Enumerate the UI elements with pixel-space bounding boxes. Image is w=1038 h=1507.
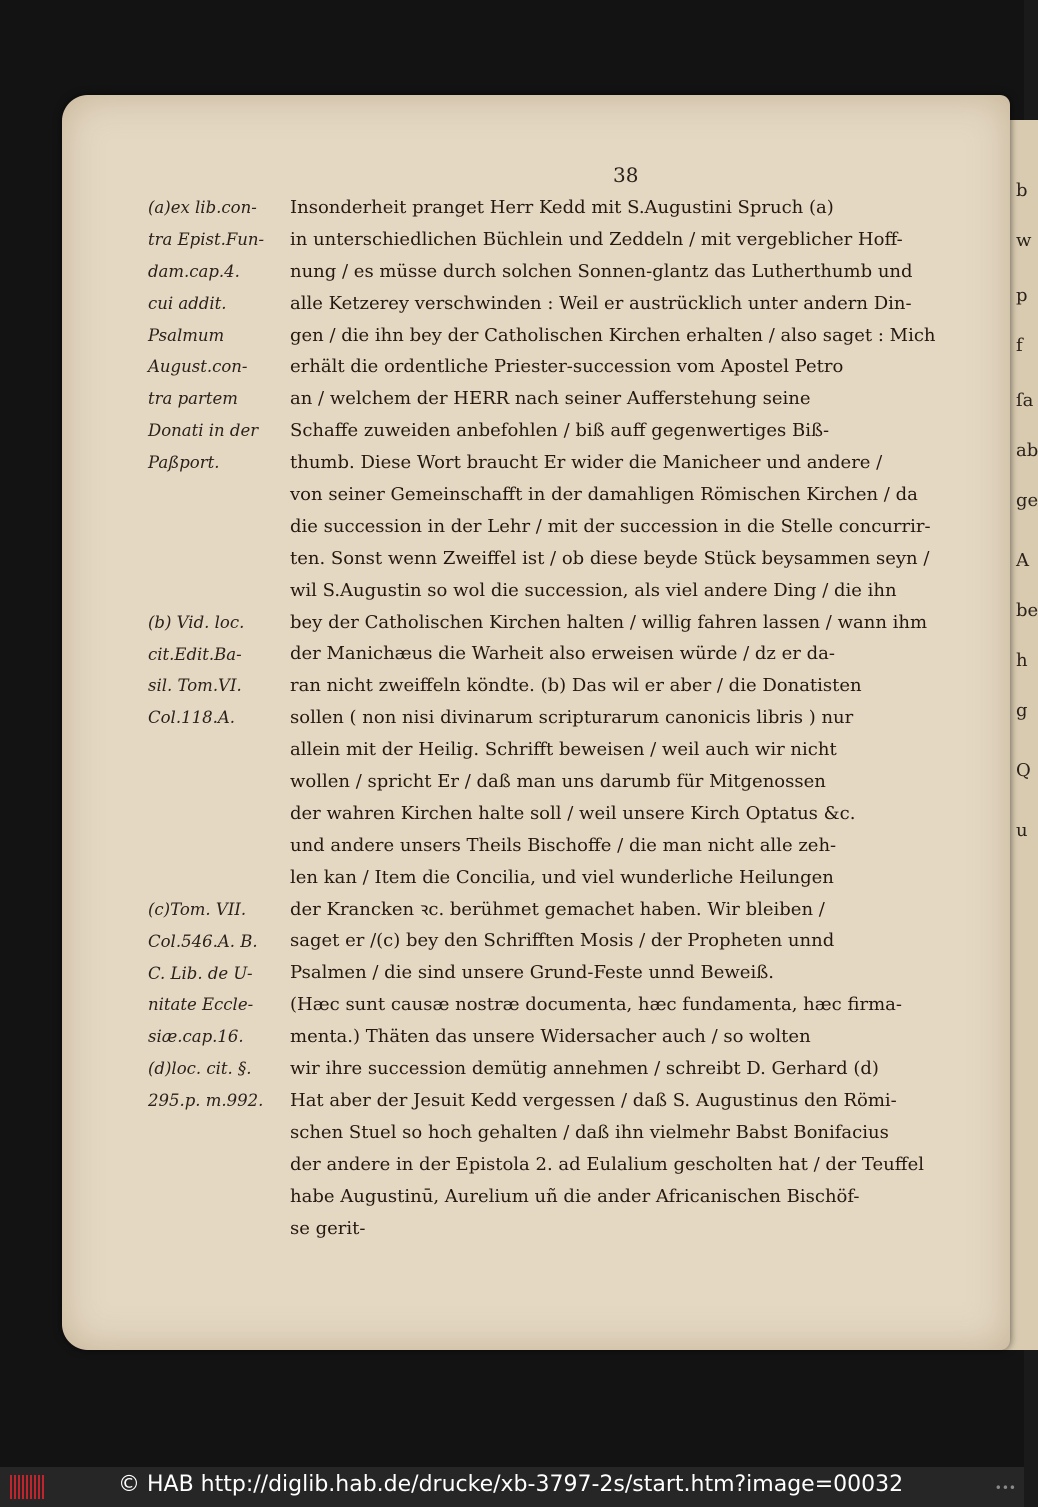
viewer-footer [0, 1467, 1024, 1507]
next-page-glyph: A [1016, 550, 1029, 571]
text-line: und andere unsers Theils Bischoffe / die man nicht alle zeh- [290, 834, 837, 856]
text-line: menta.) Thäten das unsere Widersacher auch / so wolten [290, 1026, 811, 1048]
margin-note-line: dam.cap.4. [148, 261, 240, 281]
text-line: ten. Sonst wenn Zweiffel ist / ob diese beyde Stück beysammen seyn / [290, 547, 930, 569]
text-line: Psalmen / die sind unsere Grund-Feste unnd Beweiß. [290, 962, 774, 984]
margin-note-d [148, 1053, 263, 1117]
margin-note-line: cit.Edit.Ba- [148, 644, 242, 664]
margin-note-line: Psalmum [148, 325, 225, 345]
margin-note-line: (a)ex lib.con- [148, 198, 257, 217]
body-text [290, 192, 970, 1244]
margin-note-line: (d)loc. cit. §. [148, 1059, 252, 1079]
text-line: habe Augustinū, Aurelium uñ die ander Africanischen Bischöf- [290, 1185, 860, 1207]
text-line: nung / es müsse durch solchen Sonnen-glantz das Lutherthumb und [290, 260, 913, 282]
next-page-glyph: u [1016, 820, 1028, 841]
next-page-glyph: ge [1016, 490, 1038, 511]
text-line: von seiner Gemeinschafft in der damahligen Römischen Kirchen / da [290, 484, 918, 506]
margin-note-line: sil. Tom.VI. [148, 676, 242, 696]
next-page-glyph: p [1016, 285, 1028, 306]
text-line: der wahren Kirchen halte soll / weil unsere Kirch Optatus &c. [290, 802, 856, 824]
text-line: se gerit- [290, 1217, 366, 1239]
margin-note-b [148, 607, 244, 735]
next-page-glyph: g [1016, 700, 1028, 721]
margin-note-line: nitate Eccle- [148, 995, 254, 1015]
margin-note-line: Donati in der [148, 421, 259, 441]
text-line: gen / die ihn bey der Catholischen Kirchen erhalten / also saget : Mich [290, 324, 936, 346]
text-line: len kan / Item die Concilia, und viel wunderliche Heilungen [290, 866, 834, 888]
text-line: saget er /(c) bey den Schrifften Mosis / der Propheten unnd [290, 930, 835, 952]
margin-note-line: cui addit. [148, 293, 227, 313]
margin-note-line: 295.p. m.992. [148, 1091, 264, 1111]
text-line: der Krancken ꝛc. berühmet gemachet haben. Wir bleiben / [290, 898, 825, 920]
text-line: der andere in der Epistola 2. ad Eulalium gescholten hat / der Teuffel [290, 1153, 924, 1175]
margin-note-line: tra partem [148, 389, 238, 409]
text-line: Hat aber der Jesuit Kedd vergessen / daß S. Augustinus den Römi- [290, 1089, 897, 1111]
margin-note-line: (b) Vid. loc. [148, 612, 245, 632]
text-line: ran nicht zweiffeln köndte. (b) Das wil er aber / die Donatisten [290, 675, 862, 697]
text-line: der Manichæus die Warheit also erweisen würde / dz er da- [290, 643, 835, 665]
text-line: erhält die ordentliche Priester-succession vom Apostel Petro [290, 356, 844, 378]
next-page-glyph: b [1016, 180, 1028, 201]
copyright-link[interactable]: © HAB http://diglib.hab.de/drucke/xb-3797-2s/start.htm?image=00032 [118, 1472, 904, 1497]
next-page-glyph: be [1016, 600, 1038, 621]
text-line: in unterschiedlichen Büchlein und Zeddeln / mit vergeblicher Hoff- [290, 228, 903, 250]
margin-note-line: (c)Tom. VII. [148, 899, 247, 919]
page-number: 38 [613, 163, 639, 187]
more-icon[interactable]: ••• [994, 1481, 1016, 1495]
text-line: allein mit der Heilig. Schrifft beweisen / weil auch wir nicht [290, 739, 837, 761]
text-line: die succession in der Lehr / mit der succession in die Stelle concurrir- [290, 515, 931, 537]
margin-note-c [148, 894, 258, 1053]
text-line: an / welchem der HERR nach seiner Aufferstehung seine [290, 388, 811, 410]
margin-note-a [148, 192, 264, 479]
margin-note-line: Col.546.A. B. [148, 931, 258, 951]
next-page-glyph: Q [1016, 760, 1031, 781]
next-page-glyph: ab [1016, 440, 1038, 461]
margin-note-line: Paßport. [148, 453, 220, 473]
text-line: thumb. Diese Wort braucht Er wider die Manicheer und andere / [290, 452, 883, 474]
margin-note-line: siæ.cap.16. [148, 1027, 244, 1047]
margin-note-line: Col.118.A. [148, 708, 235, 728]
text-line: bey der Catholischen Kirchen halten / willig fahren lassen / wann ihm [290, 611, 928, 633]
text-line: Insonderheit pranget Herr Kedd mit S.Augustini Spruch (a) [290, 197, 834, 218]
margin-note-line: August.con- [148, 357, 248, 377]
text-line: alle Ketzerey verschwinden : Weil er austrücklich unter andern Din- [290, 292, 912, 314]
text-line: wollen / spricht Er / daß man uns darumb für Mitgenossen [290, 771, 826, 793]
text-line: sollen ( non nisi divinarum scripturarum canonicis libris ) nur [290, 707, 854, 729]
next-page-glyph: w [1016, 230, 1032, 251]
text-line: schen Stuel so hoch gehalten / daß ihn vielmehr Babst Bonifacius [290, 1121, 889, 1143]
margin-note-line: C. Lib. de U- [148, 963, 253, 983]
text-line: (Hæc sunt causæ nostræ documenta, hæc fundamenta, hæc firma- [290, 994, 902, 1016]
next-page-glyph: h [1016, 650, 1028, 671]
next-page-glyph: ſa [1016, 390, 1034, 411]
next-page-glyph: f [1016, 335, 1023, 356]
margin-note-line: tra Epist.Fun- [148, 229, 265, 249]
text-line: wir ihre succession demütig annehmen / schreibt D. Gerhard (d) [290, 1058, 879, 1080]
hab-logo-icon [10, 1475, 44, 1499]
text-line: Schaffe zuweiden anbefohlen / biß auff gegenwertiges Biß- [290, 420, 830, 442]
text-line: wil S.Augustin so wol die succession, als viel andere Ding / die ihn [290, 579, 897, 601]
